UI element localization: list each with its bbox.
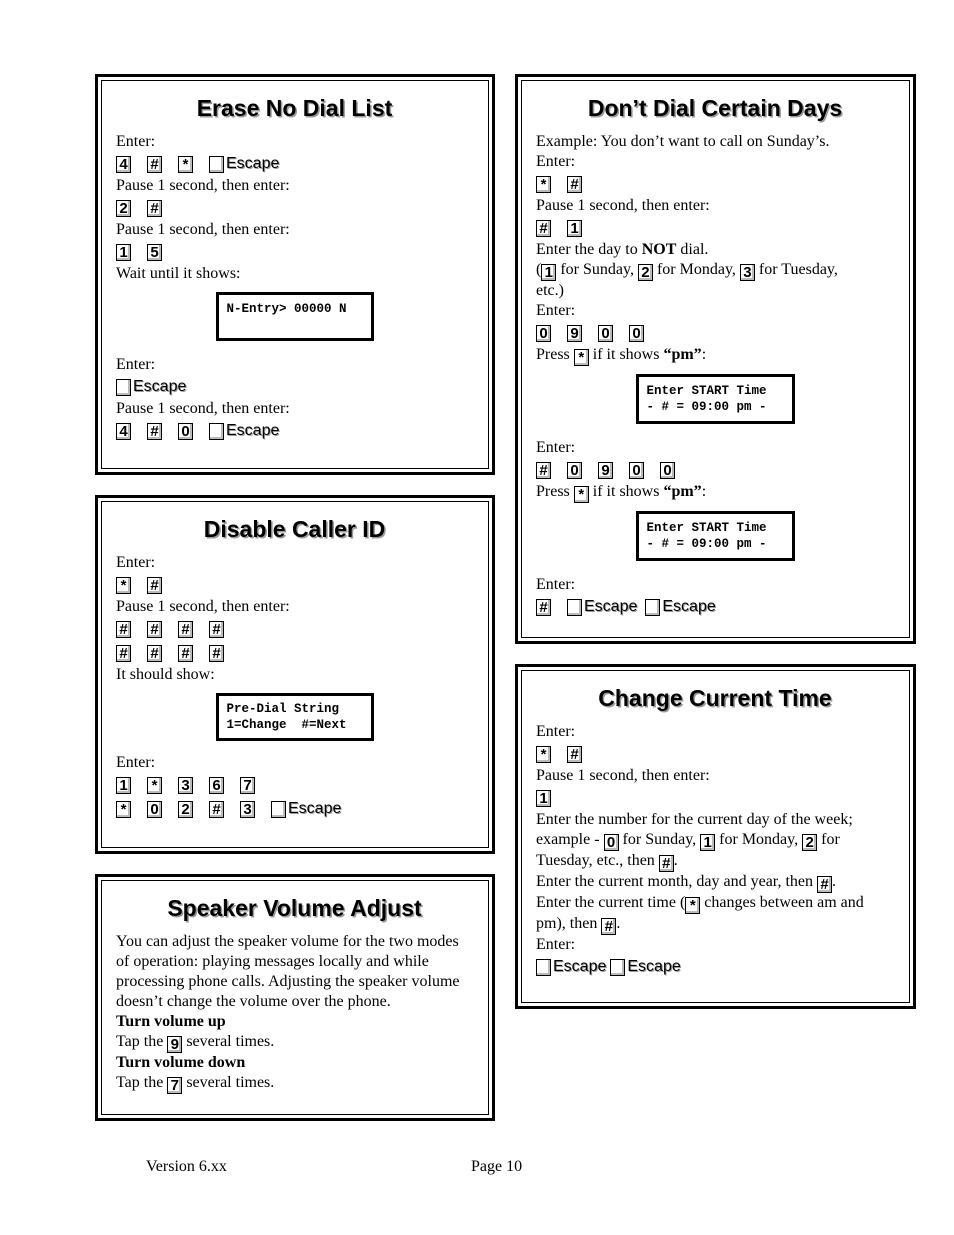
key-star: *	[574, 349, 589, 366]
paragraph: You can adjust the speaker volume for the two modes of operation: playing messages locally and while processing phone calls. Adjusting the speaker volume doesn’t change the volume over the phone.	[116, 933, 460, 1010]
key-star: *	[685, 897, 700, 914]
key-7: 7	[240, 777, 255, 794]
key-sequence	[536, 321, 894, 345]
key-sequence	[536, 172, 894, 196]
instruction: Tap the 7 several times.	[116, 1074, 275, 1094]
panel-title: Don’t Dial Certain Days	[587, 95, 843, 121]
instruction: Press * if it shows “pm”:	[536, 483, 707, 503]
key-hash: #	[147, 156, 162, 173]
key-hash: #	[116, 621, 131, 638]
lcd-line-1: Enter START Time	[646, 384, 767, 398]
key-1: 1	[567, 220, 582, 237]
instruction: Tap the 9 several times.	[116, 1033, 275, 1053]
lcd-line-2: - # = 09:00 pm -	[646, 400, 767, 414]
instruction: Enter:	[116, 133, 156, 150]
key-0: 0	[660, 462, 675, 479]
key-hash: #	[209, 645, 224, 662]
subheading: Turn volume down	[116, 1054, 246, 1071]
day-codes: example - 0 for Sunday, 1 for Monday, 2 for	[536, 831, 840, 851]
instruction: Pause 1 second, then enter:	[536, 197, 710, 214]
instruction: Enter:	[536, 723, 576, 740]
instruction: Enter:	[536, 936, 576, 953]
disable-caller-id-panel	[95, 495, 495, 854]
footer-version: Version 6.xx	[146, 1158, 227, 1175]
instruction: Press * if it shows “pm”:	[536, 346, 707, 366]
lcd-line-1: Enter START Time	[646, 521, 767, 535]
instruction: pm), then # .	[536, 915, 621, 935]
key-hash: #	[601, 918, 616, 935]
escape-key-icon	[536, 959, 551, 976]
panel-title: Erase No Dial List	[196, 95, 393, 121]
key-star: *	[536, 176, 551, 193]
key-sequence	[116, 196, 473, 220]
instruction: Enter:	[116, 554, 156, 571]
escape-key: Escape	[536, 958, 606, 976]
escape-key-icon	[116, 379, 131, 396]
key-star: *	[116, 577, 131, 594]
key-hash: #	[536, 599, 551, 616]
lcd-display: N-Entry> 00000 N	[216, 292, 374, 341]
key-2: 2	[638, 264, 653, 281]
key-0: 0	[567, 462, 582, 479]
key-sequence	[116, 240, 473, 264]
escape-key-icon	[645, 599, 660, 616]
key-hash: #	[147, 200, 162, 217]
key-sequence	[116, 641, 473, 665]
change-current-time-panel	[515, 664, 916, 1009]
instruction: Enter the number for the current day of the week;	[536, 811, 853, 828]
key-hash: #	[147, 423, 162, 440]
instruction: Tuesday, etc., then # .	[536, 852, 678, 872]
day-codes: ( 1 for Sunday, 2 for Monday, 3 for Tuesday,	[536, 261, 838, 281]
key-hash: #	[536, 220, 551, 237]
key-sequence	[116, 419, 473, 443]
instruction: Pause 1 second, then enter:	[116, 177, 290, 194]
key-9: 9	[598, 462, 613, 479]
key-1: 1	[700, 834, 715, 851]
key-4: 4	[116, 423, 131, 440]
key-star: *	[536, 746, 551, 763]
instruction: Pause 1 second, then enter:	[116, 400, 290, 417]
key-star: *	[178, 156, 193, 173]
key-0: 0	[629, 462, 644, 479]
key-star: *	[116, 801, 131, 818]
panel-title: Change Current Time	[598, 685, 832, 711]
key-sequence	[116, 573, 473, 597]
dont-dial-certain-days-panel	[515, 74, 916, 644]
key-9: 9	[167, 1036, 182, 1053]
key-hash: #	[209, 621, 224, 638]
escape-key: Escape	[610, 958, 680, 976]
panel-title: Speaker Volume Adjust	[167, 895, 422, 921]
escape-key-icon	[209, 156, 224, 173]
lcd-line-2: 1=Change #=Next	[226, 718, 347, 732]
key-hash: #	[116, 645, 131, 662]
key-hash: #	[567, 746, 582, 763]
key-2: 2	[178, 801, 193, 818]
instruction: Pause 1 second, then enter:	[116, 598, 290, 615]
escape-key-icon	[567, 599, 582, 616]
erase-no-dial-list-panel	[95, 74, 495, 475]
instruction: Wait until it shows:	[116, 265, 241, 282]
key-2: 2	[802, 834, 817, 851]
lcd-line-2: - # = 09:00 pm -	[646, 537, 767, 551]
instruction: Enter:	[536, 153, 576, 170]
lcd-display	[636, 374, 795, 424]
key-9: 9	[567, 325, 582, 342]
key-1: 1	[536, 790, 551, 807]
key-star: *	[574, 486, 589, 503]
key-hash: #	[209, 801, 224, 818]
key-5: 5	[147, 244, 162, 261]
key-sequence	[116, 617, 473, 641]
speaker-volume-adjust-panel	[95, 874, 495, 1121]
instruction: Enter:	[536, 302, 576, 319]
key-3: 3	[178, 777, 193, 794]
escape-key: Escape	[209, 422, 279, 440]
key-0: 0	[147, 801, 162, 818]
key-hash: #	[147, 577, 162, 594]
instruction: It should show:	[116, 666, 215, 683]
key-0: 0	[629, 325, 644, 342]
instruction: Enter the day to NOT dial.	[536, 241, 709, 258]
key-sequence	[116, 797, 473, 821]
escape-key-icon	[271, 801, 286, 818]
instruction: Enter:	[536, 576, 576, 593]
key-3: 3	[740, 264, 755, 281]
key-0: 0	[598, 325, 613, 342]
escape-key: Escape	[209, 155, 279, 173]
lcd-display	[216, 693, 374, 741]
escape-key-icon	[209, 423, 224, 440]
instruction: etc.)	[536, 282, 564, 299]
key-sequence	[536, 595, 894, 619]
instruction: Enter:	[536, 439, 576, 456]
key-hash: #	[178, 645, 193, 662]
instruction: Enter:	[116, 356, 156, 373]
footer-page-number: Page 10	[471, 1158, 523, 1175]
key-0: 0	[604, 834, 619, 851]
key-hash: #	[178, 621, 193, 638]
key-hash: #	[659, 855, 674, 872]
key-0: 0	[178, 423, 193, 440]
instruction: Pause 1 second, then enter:	[116, 221, 290, 238]
key-hash: #	[536, 462, 551, 479]
key-sequence	[536, 955, 894, 979]
key-1: 1	[116, 244, 131, 261]
key-hash: #	[817, 876, 832, 893]
key-6: 6	[209, 777, 224, 794]
escape-key: Escape	[645, 598, 715, 616]
key-sequence	[536, 216, 894, 240]
key-sequence	[116, 773, 473, 797]
escape-key: Escape	[116, 378, 186, 396]
key-hash: #	[147, 621, 162, 638]
lcd-display	[636, 511, 795, 561]
instruction: Pause 1 second, then enter:	[536, 767, 710, 784]
key-3: 3	[240, 801, 255, 818]
key-hash: #	[147, 645, 162, 662]
key-1: 1	[116, 777, 131, 794]
key-7: 7	[167, 1077, 182, 1094]
key-star: *	[147, 777, 162, 794]
escape-key: Escape	[271, 800, 341, 818]
panel-title: Disable Caller ID	[203, 516, 386, 542]
instruction: Enter the current time ( * changes between am and	[536, 894, 864, 914]
key-sequence	[116, 375, 473, 399]
key-sequence	[536, 786, 894, 810]
lcd-line-1: Pre-Dial String	[226, 702, 340, 716]
key-4: 4	[116, 156, 131, 173]
instruction: Enter:	[116, 754, 156, 771]
key-1: 1	[541, 264, 556, 281]
escape-key: Escape	[567, 598, 637, 616]
subheading: Turn volume up	[116, 1013, 226, 1030]
key-hash: #	[567, 176, 582, 193]
key-2: 2	[116, 200, 131, 217]
key-sequence	[536, 742, 894, 766]
escape-key-icon	[610, 959, 625, 976]
example-text: Example: You don’t want to call on Sunday’s.	[536, 133, 830, 150]
key-sequence	[116, 152, 473, 176]
key-0: 0	[536, 325, 551, 342]
key-sequence	[536, 458, 894, 482]
instruction: Enter the current month, day and year, then # .	[536, 873, 837, 893]
